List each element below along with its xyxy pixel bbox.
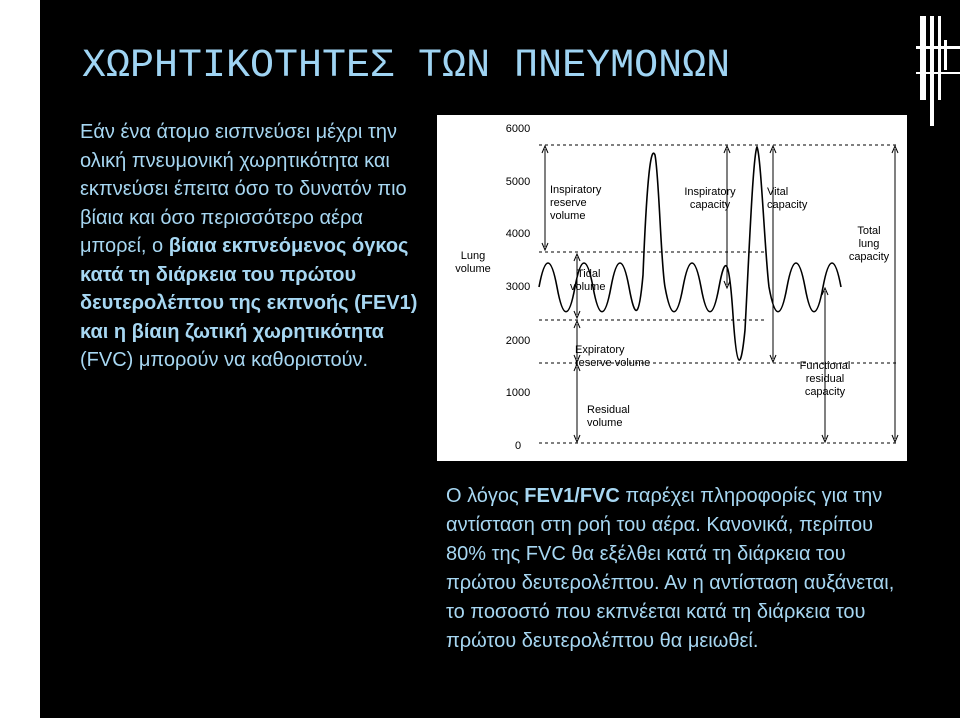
y-tick-label: 0 <box>514 440 522 452</box>
label-residual: volume <box>587 417 623 429</box>
label-tlc: capacity <box>848 251 890 263</box>
left-text-part: Εάν ένα άτομο εισπνεύσει μέχρι την ολική πνευμονική χωρητικότητα και εκπνεύσει έπειτα όσο το δυνατόν πιο βίαια και όσο περισσότερο αέρα μπορεί, ο <box>80 121 407 257</box>
label-residual: Residual <box>587 404 630 416</box>
right-text-part: Ο λόγος <box>446 485 525 507</box>
decorative-bars <box>916 0 960 150</box>
label-tidal: volume <box>570 281 606 293</box>
label-frc: Functional <box>799 360 851 372</box>
label-tlc: lung <box>858 238 880 250</box>
label-ic: capacity <box>689 199 731 211</box>
left-text-bold: βίαια εκπνεόμενος όγκος κατά τη διάρκεια του πρώτου δευτερολέπτου της εκπνοής (FEV1) και η βίαιη ζωτική χωρητικότητα <box>80 235 418 343</box>
lung-volume-diagram <box>437 115 907 461</box>
label-vc: capacity <box>767 199 808 211</box>
label-tlc: Total <box>857 225 881 237</box>
label-erv: reserve volume <box>575 357 651 369</box>
label-frc: residual <box>805 373 845 385</box>
right-text-part: παρέχει πληροφορίες για την αντίσταση στη ροή του αέρα. Κανονικά, περίπου 80% της FVC θα εξέλθει κατά τη διάρκεια του πρώτου δευτερολέπτου. Αν η αντίσταση αυξάνεται, το ποσοστό που εκπνέεται κατά τη διάρκεια του πρώτου δευτερολέπτου θα μειωθεί. <box>446 485 895 652</box>
label-ic: Inspiratory <box>684 186 736 198</box>
y-tick-label: 2000 <box>505 335 531 347</box>
slide-title: ΧΩΡΗΤΙΚΟΤΗΤΕΣ ΤΩΝ ΠΝΕΥΜΟΝΩΝ <box>82 44 731 89</box>
label-vc: Vital <box>767 186 789 198</box>
label-irv: Inspiratory <box>550 184 602 196</box>
label-frc: capacity <box>804 386 846 398</box>
label-erv: Expiratory <box>575 344 625 356</box>
y-tick-label: 5000 <box>505 176 531 188</box>
y-axis-title-line2: volume <box>455 263 491 275</box>
y-tick-label: 4000 <box>505 228 531 240</box>
label-tidal: Tidal <box>577 268 601 280</box>
y-tick-label: 1000 <box>505 387 531 399</box>
left-text-part: (FVC) μπορούν να καθοριστούν. <box>80 349 369 371</box>
y-tick-label: 6000 <box>505 123 531 135</box>
right-text-bold: FEV1/FVC <box>524 485 620 507</box>
label-irv: reserve <box>550 197 587 209</box>
y-axis-title-line1: Lung <box>460 250 486 262</box>
right-paragraph <box>446 482 916 656</box>
y-tick-label: 3000 <box>505 281 531 293</box>
label-irv: volume <box>550 210 586 222</box>
left-paragraph <box>80 118 420 375</box>
spirogram-trace <box>539 147 841 360</box>
